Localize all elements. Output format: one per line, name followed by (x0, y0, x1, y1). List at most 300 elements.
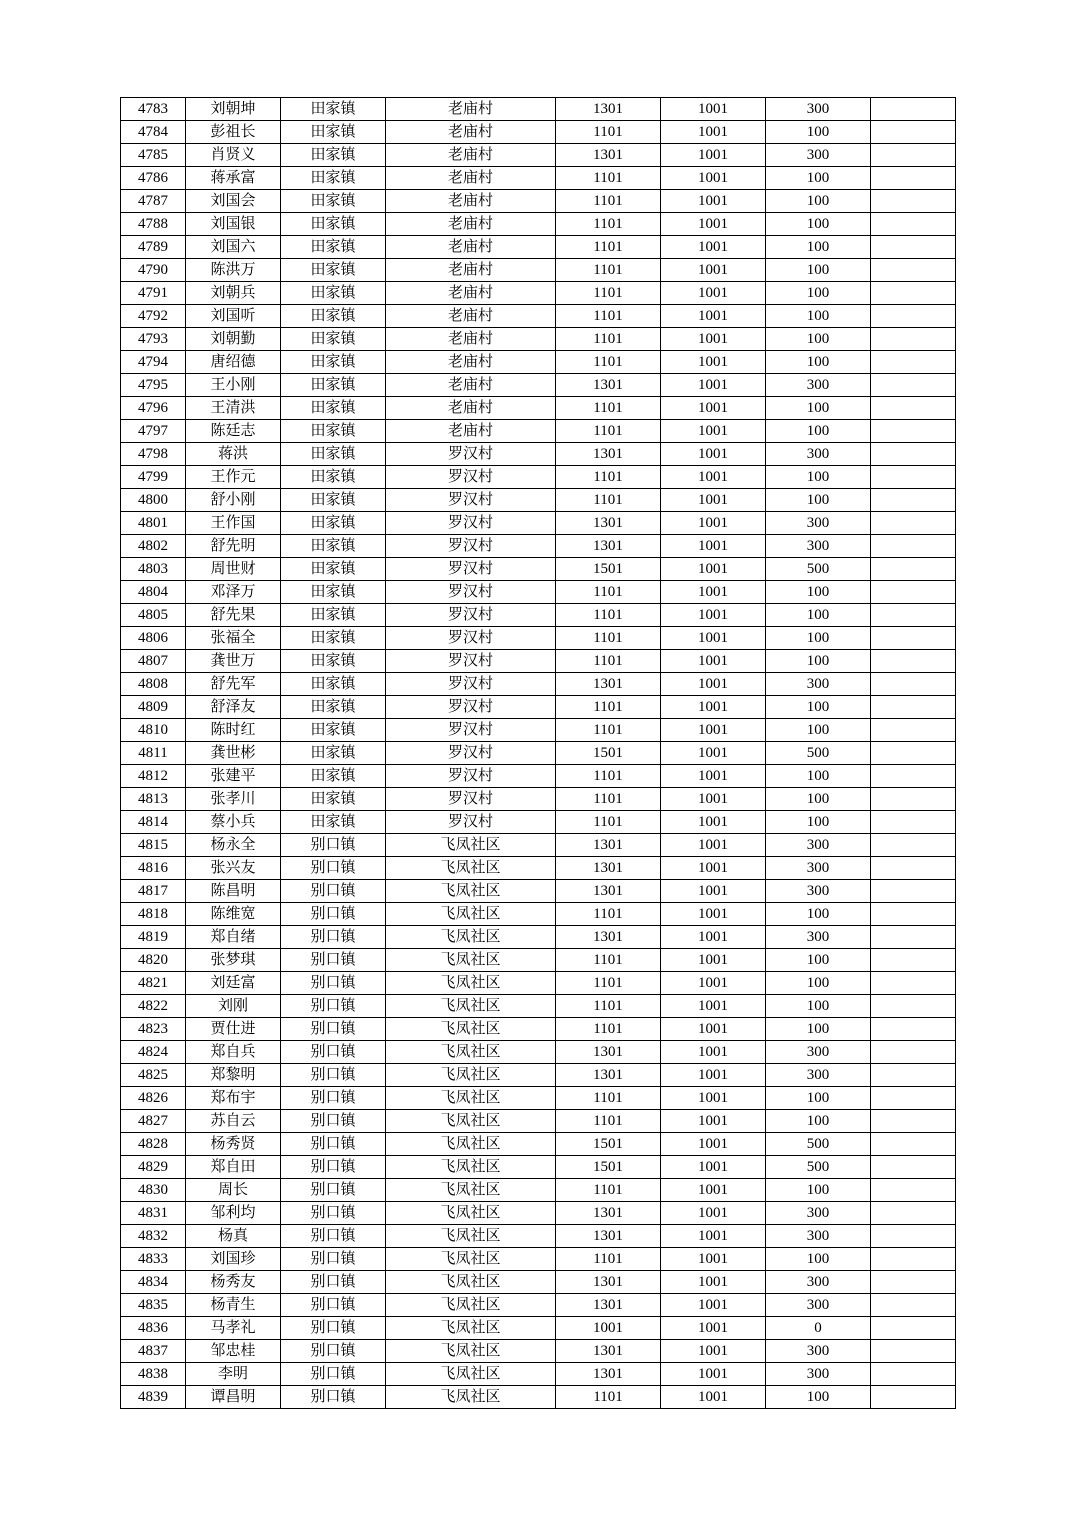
cell-id: 4790 (121, 259, 186, 282)
cell-village: 老庙村 (386, 259, 556, 282)
cell-amount: 100 (766, 1248, 871, 1271)
cell-name: 彭祖长 (186, 121, 281, 144)
cell-id: 4836 (121, 1317, 186, 1340)
cell-id: 4829 (121, 1156, 186, 1179)
cell-village: 罗汉村 (386, 466, 556, 489)
cell-code2: 1001 (661, 397, 766, 420)
cell-id: 4794 (121, 351, 186, 374)
cell-name: 舒泽友 (186, 696, 281, 719)
cell-name: 刘国珍 (186, 1248, 281, 1271)
cell-village: 罗汉村 (386, 489, 556, 512)
cell-blank (871, 696, 956, 719)
cell-code2: 1001 (661, 512, 766, 535)
cell-code2: 1001 (661, 1271, 766, 1294)
cell-code2: 1001 (661, 535, 766, 558)
cell-code1: 1301 (556, 1064, 661, 1087)
cell-blank (871, 995, 956, 1018)
cell-code1: 1101 (556, 627, 661, 650)
cell-id: 4812 (121, 765, 186, 788)
cell-name: 刘国听 (186, 305, 281, 328)
table-row (121, 995, 956, 1018)
cell-name: 郑自绪 (186, 926, 281, 949)
cell-code1: 1301 (556, 926, 661, 949)
table-row (121, 1225, 956, 1248)
cell-town: 别口镇 (281, 1225, 386, 1248)
cell-town: 别口镇 (281, 903, 386, 926)
cell-code1: 1101 (556, 949, 661, 972)
cell-village: 飞凤社区 (386, 1248, 556, 1271)
table-row (121, 857, 956, 880)
cell-village: 罗汉村 (386, 742, 556, 765)
cell-amount: 100 (766, 397, 871, 420)
cell-village: 老庙村 (386, 167, 556, 190)
cell-code1: 1101 (556, 1018, 661, 1041)
cell-name: 陈时红 (186, 719, 281, 742)
cell-id: 4810 (121, 719, 186, 742)
table-row (121, 558, 956, 581)
cell-town: 别口镇 (281, 926, 386, 949)
cell-blank (871, 834, 956, 857)
cell-amount: 300 (766, 1340, 871, 1363)
cell-village: 罗汉村 (386, 719, 556, 742)
table-row (121, 581, 956, 604)
cell-code2: 1001 (661, 1087, 766, 1110)
cell-amount: 100 (766, 190, 871, 213)
cell-town: 别口镇 (281, 1179, 386, 1202)
cell-code1: 1101 (556, 282, 661, 305)
cell-code2: 1001 (661, 236, 766, 259)
cell-code2: 1001 (661, 351, 766, 374)
cell-code1: 1101 (556, 190, 661, 213)
cell-blank (871, 1179, 956, 1202)
cell-blank (871, 1340, 956, 1363)
cell-code2: 1001 (661, 420, 766, 443)
table-row (121, 466, 956, 489)
table-row (121, 719, 956, 742)
cell-code1: 1101 (556, 397, 661, 420)
cell-name: 蒋洪 (186, 443, 281, 466)
cell-code1: 1101 (556, 765, 661, 788)
cell-village: 飞凤社区 (386, 1202, 556, 1225)
cell-name: 张兴友 (186, 857, 281, 880)
cell-id: 4793 (121, 328, 186, 351)
cell-code2: 1001 (661, 1386, 766, 1409)
cell-code1: 1101 (556, 811, 661, 834)
cell-blank (871, 305, 956, 328)
cell-amount: 100 (766, 213, 871, 236)
cell-id: 4837 (121, 1340, 186, 1363)
cell-amount: 100 (766, 696, 871, 719)
cell-amount: 300 (766, 1041, 871, 1064)
cell-village: 老庙村 (386, 420, 556, 443)
cell-amount: 300 (766, 374, 871, 397)
table-row (121, 811, 956, 834)
cell-code1: 1301 (556, 1363, 661, 1386)
cell-amount: 100 (766, 788, 871, 811)
cell-code1: 1301 (556, 857, 661, 880)
cell-blank (871, 144, 956, 167)
table-row (121, 1271, 956, 1294)
cell-name: 蔡小兵 (186, 811, 281, 834)
cell-blank (871, 1225, 956, 1248)
cell-village: 老庙村 (386, 328, 556, 351)
table-row (121, 1202, 956, 1225)
cell-id: 4815 (121, 834, 186, 857)
cell-id: 4808 (121, 673, 186, 696)
cell-code1: 1101 (556, 305, 661, 328)
cell-amount: 300 (766, 1225, 871, 1248)
table-row (121, 328, 956, 351)
cell-name: 陈昌明 (186, 880, 281, 903)
cell-id: 4809 (121, 696, 186, 719)
cell-code2: 1001 (661, 466, 766, 489)
cell-blank (871, 880, 956, 903)
table-row (121, 98, 956, 121)
cell-code2: 1001 (661, 857, 766, 880)
cell-id: 4819 (121, 926, 186, 949)
cell-amount: 500 (766, 1156, 871, 1179)
cell-code2: 1001 (661, 1018, 766, 1041)
table-row (121, 236, 956, 259)
cell-id: 4818 (121, 903, 186, 926)
cell-amount: 300 (766, 834, 871, 857)
cell-amount: 100 (766, 719, 871, 742)
cell-code2: 1001 (661, 1225, 766, 1248)
cell-blank (871, 765, 956, 788)
cell-name: 郑黎明 (186, 1064, 281, 1087)
cell-code1: 1101 (556, 972, 661, 995)
cell-code2: 1001 (661, 995, 766, 1018)
table-row (121, 880, 956, 903)
cell-village: 老庙村 (386, 397, 556, 420)
cell-amount: 100 (766, 259, 871, 282)
cell-code1: 1501 (556, 742, 661, 765)
cell-id: 4811 (121, 742, 186, 765)
cell-code2: 1001 (661, 1156, 766, 1179)
cell-blank (871, 213, 956, 236)
table-row (121, 1087, 956, 1110)
cell-blank (871, 374, 956, 397)
cell-id: 4828 (121, 1133, 186, 1156)
cell-blank (871, 259, 956, 282)
cell-amount: 100 (766, 903, 871, 926)
table-row (121, 489, 956, 512)
table-body (121, 98, 956, 1409)
cell-name: 刘朝坤 (186, 98, 281, 121)
cell-blank (871, 1248, 956, 1271)
cell-code2: 1001 (661, 1294, 766, 1317)
cell-town: 别口镇 (281, 1202, 386, 1225)
cell-amount: 100 (766, 351, 871, 374)
cell-village: 飞凤社区 (386, 972, 556, 995)
cell-code1: 1001 (556, 1317, 661, 1340)
table-row (121, 1340, 956, 1363)
cell-town: 别口镇 (281, 1294, 386, 1317)
cell-blank (871, 397, 956, 420)
cell-code2: 1001 (661, 1202, 766, 1225)
table-row (121, 788, 956, 811)
cell-id: 4820 (121, 949, 186, 972)
cell-id: 4804 (121, 581, 186, 604)
cell-code2: 1001 (661, 949, 766, 972)
cell-code2: 1001 (661, 696, 766, 719)
cell-town: 田家镇 (281, 512, 386, 535)
cell-id: 4823 (121, 1018, 186, 1041)
cell-village: 老庙村 (386, 374, 556, 397)
cell-code1: 1101 (556, 1087, 661, 1110)
cell-blank (871, 1133, 956, 1156)
cell-amount: 100 (766, 282, 871, 305)
cell-town: 田家镇 (281, 282, 386, 305)
cell-name: 刘朝勤 (186, 328, 281, 351)
cell-blank (871, 742, 956, 765)
table-row (121, 213, 956, 236)
cell-blank (871, 443, 956, 466)
cell-amount: 300 (766, 880, 871, 903)
cell-town: 别口镇 (281, 1156, 386, 1179)
cell-town: 别口镇 (281, 1087, 386, 1110)
cell-code2: 1001 (661, 259, 766, 282)
table-row (121, 926, 956, 949)
cell-code2: 1001 (661, 673, 766, 696)
table-row (121, 673, 956, 696)
cell-id: 4795 (121, 374, 186, 397)
cell-id: 4822 (121, 995, 186, 1018)
cell-code2: 1001 (661, 926, 766, 949)
cell-village: 罗汉村 (386, 581, 556, 604)
cell-id: 4789 (121, 236, 186, 259)
cell-id: 4834 (121, 1271, 186, 1294)
cell-name: 贾仕进 (186, 1018, 281, 1041)
cell-code2: 1001 (661, 880, 766, 903)
cell-blank (871, 650, 956, 673)
table-row (121, 834, 956, 857)
cell-village: 飞凤社区 (386, 1064, 556, 1087)
cell-blank (871, 466, 956, 489)
cell-village: 飞凤社区 (386, 880, 556, 903)
cell-amount: 100 (766, 972, 871, 995)
cell-id: 4802 (121, 535, 186, 558)
cell-village: 飞凤社区 (386, 949, 556, 972)
cell-code2: 1001 (661, 1248, 766, 1271)
table-row (121, 972, 956, 995)
cell-town: 别口镇 (281, 880, 386, 903)
cell-code1: 1301 (556, 1041, 661, 1064)
cell-code1: 1101 (556, 121, 661, 144)
cell-village: 老庙村 (386, 144, 556, 167)
cell-village: 飞凤社区 (386, 926, 556, 949)
cell-code2: 1001 (661, 903, 766, 926)
cell-amount: 300 (766, 443, 871, 466)
table-row (121, 121, 956, 144)
cell-code2: 1001 (661, 1064, 766, 1087)
table-row (121, 1041, 956, 1064)
cell-code1: 1101 (556, 903, 661, 926)
cell-name: 杨青生 (186, 1294, 281, 1317)
table-row (121, 1179, 956, 1202)
cell-amount: 100 (766, 489, 871, 512)
table-row (121, 535, 956, 558)
cell-amount: 100 (766, 604, 871, 627)
table-row (121, 627, 956, 650)
cell-code1: 1101 (556, 420, 661, 443)
cell-amount: 100 (766, 811, 871, 834)
cell-id: 4826 (121, 1087, 186, 1110)
cell-blank (871, 788, 956, 811)
cell-code1: 1101 (556, 1248, 661, 1271)
cell-id: 4817 (121, 880, 186, 903)
cell-town: 别口镇 (281, 1363, 386, 1386)
cell-code2: 1001 (661, 558, 766, 581)
cell-village: 罗汉村 (386, 627, 556, 650)
cell-amount: 300 (766, 1064, 871, 1087)
cell-code2: 1001 (661, 98, 766, 121)
cell-amount: 100 (766, 305, 871, 328)
cell-amount: 100 (766, 627, 871, 650)
cell-name: 张孝川 (186, 788, 281, 811)
cell-name: 陈维宽 (186, 903, 281, 926)
cell-id: 4814 (121, 811, 186, 834)
cell-town: 田家镇 (281, 374, 386, 397)
cell-name: 张梦琪 (186, 949, 281, 972)
cell-town: 田家镇 (281, 742, 386, 765)
cell-amount: 500 (766, 1133, 871, 1156)
cell-town: 田家镇 (281, 650, 386, 673)
cell-village: 老庙村 (386, 305, 556, 328)
cell-amount: 100 (766, 650, 871, 673)
cell-town: 田家镇 (281, 351, 386, 374)
cell-code2: 1001 (661, 190, 766, 213)
cell-id: 4825 (121, 1064, 186, 1087)
cell-code2: 1001 (661, 1110, 766, 1133)
table-row (121, 650, 956, 673)
cell-village: 罗汉村 (386, 604, 556, 627)
cell-id: 4824 (121, 1041, 186, 1064)
cell-village: 飞凤社区 (386, 1110, 556, 1133)
cell-blank (871, 1110, 956, 1133)
cell-id: 4788 (121, 213, 186, 236)
table-row (121, 903, 956, 926)
cell-village: 罗汉村 (386, 512, 556, 535)
cell-id: 4839 (121, 1386, 186, 1409)
cell-village: 飞凤社区 (386, 1087, 556, 1110)
cell-village: 罗汉村 (386, 443, 556, 466)
cell-code2: 1001 (661, 972, 766, 995)
cell-town: 别口镇 (281, 949, 386, 972)
cell-code1: 1301 (556, 443, 661, 466)
cell-code1: 1101 (556, 696, 661, 719)
cell-town: 田家镇 (281, 397, 386, 420)
cell-name: 刘国银 (186, 213, 281, 236)
cell-name: 邹忠桂 (186, 1340, 281, 1363)
cell-amount: 300 (766, 926, 871, 949)
cell-code2: 1001 (661, 627, 766, 650)
cell-blank (871, 1317, 956, 1340)
table-row (121, 1248, 956, 1271)
cell-code2: 1001 (661, 788, 766, 811)
table-row (121, 1363, 956, 1386)
cell-id: 4807 (121, 650, 186, 673)
cell-blank (871, 236, 956, 259)
table-row (121, 1018, 956, 1041)
cell-id: 4813 (121, 788, 186, 811)
cell-name: 谭昌明 (186, 1386, 281, 1409)
cell-name: 杨真 (186, 1225, 281, 1248)
cell-village: 罗汉村 (386, 673, 556, 696)
cell-amount: 100 (766, 420, 871, 443)
cell-name: 龚世彬 (186, 742, 281, 765)
cell-name: 杨永全 (186, 834, 281, 857)
cell-village: 老庙村 (386, 351, 556, 374)
cell-blank (871, 190, 956, 213)
cell-name: 龚世万 (186, 650, 281, 673)
table-row (121, 512, 956, 535)
cell-amount: 100 (766, 167, 871, 190)
cell-town: 田家镇 (281, 535, 386, 558)
cell-village: 罗汉村 (386, 765, 556, 788)
cell-amount: 500 (766, 742, 871, 765)
cell-village: 飞凤社区 (386, 857, 556, 880)
cell-town: 别口镇 (281, 857, 386, 880)
cell-village: 罗汉村 (386, 788, 556, 811)
cell-code1: 1101 (556, 1179, 661, 1202)
cell-id: 4783 (121, 98, 186, 121)
cell-code2: 1001 (661, 282, 766, 305)
table-row (121, 420, 956, 443)
cell-amount: 300 (766, 1202, 871, 1225)
cell-id: 4798 (121, 443, 186, 466)
cell-amount: 300 (766, 1363, 871, 1386)
cell-code1: 1301 (556, 374, 661, 397)
cell-town: 别口镇 (281, 1248, 386, 1271)
cell-code1: 1101 (556, 466, 661, 489)
cell-code1: 1301 (556, 1225, 661, 1248)
cell-blank (871, 627, 956, 650)
cell-id: 4797 (121, 420, 186, 443)
table-row (121, 1317, 956, 1340)
cell-code2: 1001 (661, 811, 766, 834)
cell-village: 飞凤社区 (386, 1018, 556, 1041)
cell-code1: 1501 (556, 558, 661, 581)
cell-code1: 1301 (556, 512, 661, 535)
cell-blank (871, 1294, 956, 1317)
cell-name: 王作国 (186, 512, 281, 535)
cell-name: 舒小刚 (186, 489, 281, 512)
cell-village: 飞凤社区 (386, 1133, 556, 1156)
cell-town: 田家镇 (281, 466, 386, 489)
cell-town: 田家镇 (281, 811, 386, 834)
cell-town: 田家镇 (281, 719, 386, 742)
cell-blank (871, 1156, 956, 1179)
cell-id: 4803 (121, 558, 186, 581)
cell-id: 4786 (121, 167, 186, 190)
cell-town: 田家镇 (281, 98, 386, 121)
cell-code1: 1101 (556, 788, 661, 811)
cell-town: 田家镇 (281, 765, 386, 788)
cell-code1: 1301 (556, 535, 661, 558)
cell-name: 陈廷志 (186, 420, 281, 443)
cell-name: 王小刚 (186, 374, 281, 397)
cell-name: 周世财 (186, 558, 281, 581)
cell-name: 郑自兵 (186, 1041, 281, 1064)
cell-id: 4838 (121, 1363, 186, 1386)
cell-blank (871, 926, 956, 949)
cell-code2: 1001 (661, 581, 766, 604)
cell-village: 罗汉村 (386, 535, 556, 558)
cell-id: 4805 (121, 604, 186, 627)
cell-code2: 1001 (661, 489, 766, 512)
cell-code1: 1301 (556, 144, 661, 167)
